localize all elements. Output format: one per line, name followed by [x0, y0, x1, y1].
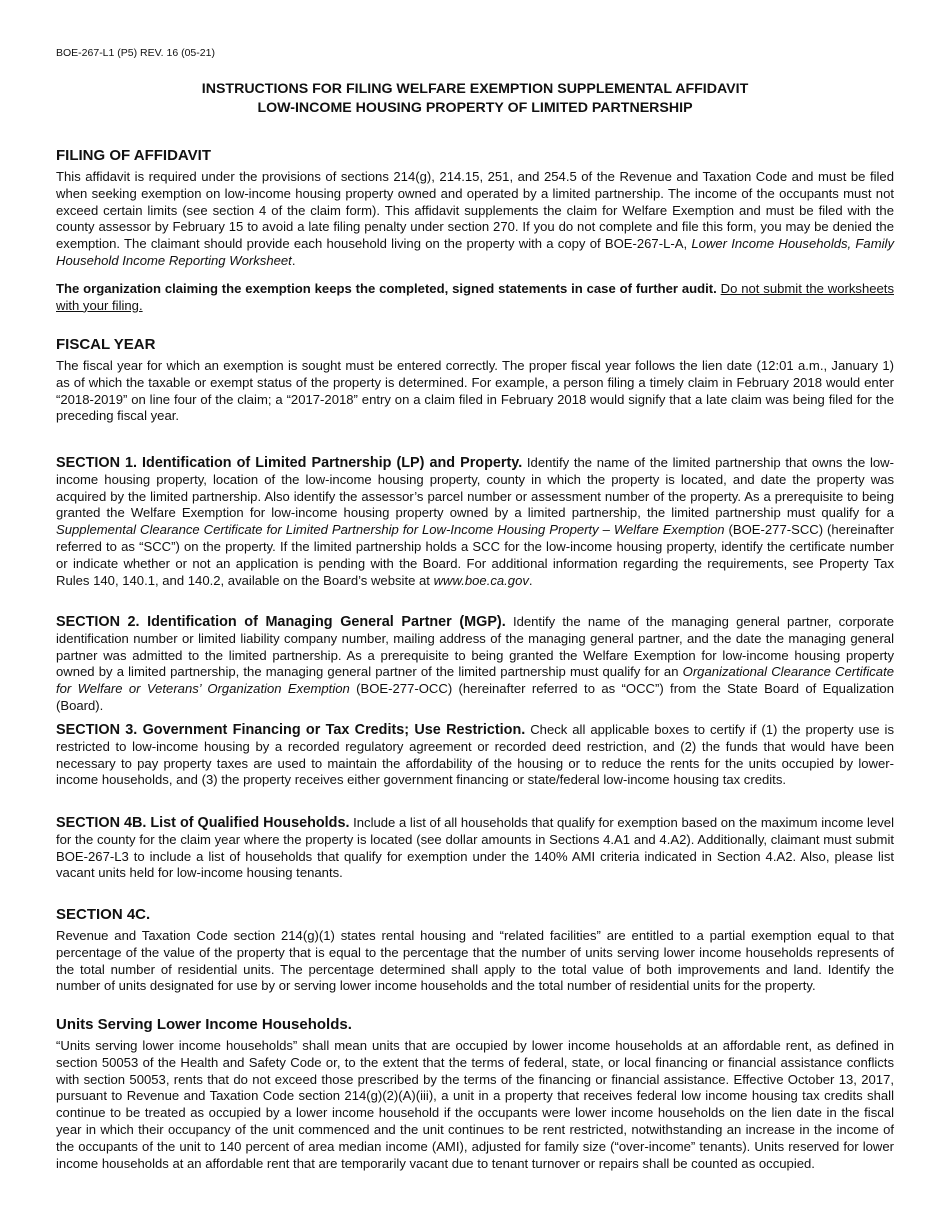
units-section — [56, 1016, 894, 1172]
title-line-2: LOW-INCOME HOUSING PROPERTY OF LIMITED PARTNERSHIP — [257, 100, 693, 116]
worksheet-title: Lower Income Households, Family Household Income Reporting Worksheet — [56, 236, 894, 268]
filing-period: . — [291, 252, 296, 268]
filing-paragraph — [56, 169, 894, 270]
audit-paragraph — [56, 281, 894, 315]
document-title — [56, 80, 894, 118]
section-2-text: Identify the name of the managing general partner, corporate identification number or limited liability company number, mailing address of the managing general partner, and the date the managing general partner was admitted to the limited partnership. As a prerequisite to being granted the Welfare Exemption for low-income housing property owned by a limited partnership, the managing general partner of the limited partnership must qualify for an — [56, 614, 894, 680]
filing-text: This affidavit is required under the provisions of sections 214(g), 214.15, 251, and 254.5 of the Revenue and Taxation Code and must be filed when seeking exemption on low-income housing property owned and operated by a limited partnership. The income of the occupants must not exceed certain limits (see section 4 of the claim form). This affidavit supplements the claim for Welfare Exemption and must be filed with the county assessor by February 15 to avoid a late filing penalty under section 270. If you do not complete and file this form, you may be denied the exemption. The claimant should provide each household living on the property with a copy of BOE-267-L-A, — [56, 169, 894, 252]
do-not-submit-note: Do not submit the worksheets with your filing. — [56, 280, 894, 313]
section-2-text-2: (BOE-277-OCC) (hereinafter referred to as “OCC”) from the State Board of Equalization (Board). — [56, 681, 894, 713]
section-4b-paragraph — [56, 815, 894, 882]
section-4c-heading: SECTION 4C. — [56, 906, 151, 923]
section-3-heading: SECTION 3. Government Financing or Tax Credits; Use Restriction. — [56, 722, 526, 738]
audit-statement: The organization claiming the exemption keeps the completed, signed statements in case of further audit. — [56, 280, 717, 296]
section-2-heading: SECTION 2. Identification of Managing General Partner (MGP). — [56, 614, 506, 630]
section-1-heading: SECTION 1. Identification of Limited Partnership (LP) and Property. — [56, 455, 523, 471]
section-4b-heading: SECTION 4B. List of Qualified Households. — [56, 815, 350, 831]
section-3-paragraph — [56, 722, 894, 789]
section-1-text: Identify the name of the limited partnership that owns the low-income housing property, location of the low-income housing property, county in which the property is located, and date the property was acquired by the limited partnership. Also identify the assessor’s parcel number or assessment number of the property. As a prerequisite to being granted the Welfare Exemption for low-income housing property owned by a limited partnership, the limited partnership must qualify for a — [56, 455, 894, 521]
section-2 — [56, 614, 894, 715]
title-line-1: INSTRUCTIONS FOR FILING WELFARE EXEMPTION SUPPLEMENTAL AFFIDAVIT — [201, 81, 749, 97]
section-1-period: . — [528, 572, 533, 588]
filing-heading: FILING OF AFFIDAVIT — [56, 147, 211, 164]
occ-title: Organizational Clearance Certificate for Welfare or Veterans’ Organization Exemption — [56, 664, 894, 697]
form-id: BOE-267-L1 (P5) REV. 16 (05-21) — [56, 47, 215, 59]
scc-title: Supplemental Clearance Certificate for Limited Partnership for Low-Income Housing Property – Welfare Exemption — [56, 522, 725, 538]
fiscal-year-text: The fiscal year for which an exemption is sought must be entered correctly. The proper fiscal year follows the lien date (12:01 a.m., January 1) as of which the taxable or exempt status of the property is determined. For example, a person filing a timely claim in February 2018 would enter “2018-2019” on line four of the claim; a “2017-2018” entry on a claim filed in February 2018 would signify that a late claim was being filed for the preceding fiscal year. — [56, 358, 894, 424]
fiscal-year-heading: FISCAL YEAR — [56, 336, 156, 353]
section-3-text: Check all applicable boxes to certify if (1) the property use is restricted to low-income housing by a recorded regulatory agreement or recorded deed restriction, and (2) the funds that would have been necessary to pay property taxes are used to maintain the affordability of the housing or to reduce the rents for the units occupied by lower-income households, and (3) the property receives either government financing or state/federal low-income housing tax credits. — [56, 722, 894, 788]
section-3 — [56, 722, 894, 789]
section-4b — [56, 815, 894, 882]
section-2-paragraph — [56, 614, 894, 715]
boe-website: www.boe.ca.gov — [433, 572, 529, 588]
section-4c — [56, 906, 894, 995]
section-4b-text: Include a list of all households that qualify for exemption based on the maximum income level for the county for the claim year where the property is located (see dollar amounts in Sections 4.A1 and 4.A2). Additionally, claimant must submit BOE-267-L3 to include a list of households that qualify for exemption under the 140% AMI criteria indicated in Section 4.A2. Also, please list vacant units held for low-income housing tenants. — [56, 815, 894, 881]
units-heading: Units Serving Lower Income Households. — [56, 1016, 352, 1033]
section-1-text-2: (BOE-277-SCC) (hereinafter referred to as “SCC”) on the property. If the limited partnership holds a SCC for the low-income housing property, identify the certificate number or indicate whether or not an application is pending with the Board. For additional information regarding the requirements, see Property Tax Rules 140, 140.1, and 140.2, available on the Board’s website at — [56, 522, 894, 588]
section-1-paragraph — [56, 455, 894, 589]
section-4c-text: Revenue and Taxation Code section 214(g)(1) states rental housing and “related facilities” are entitled to a partial exemption equal to that percentage of the value of the property that is equal to the percentage that the number of units serving lower income households represents of the total number of residential units. The percentage determined shall apply to the total value of both improvements and land. Identify the number of units designated for use by or serving lower income households and the total number of residential units for the property. — [56, 928, 894, 994]
units-text: “Units serving lower income households” shall mean units that are occupied by lower income households at an affordable rent, as defined in section 50053 of the Health and Safety Code or, to the extent that the terms of federal, state, or local financing or financial assistance conflicts with section 50053, rents that do not exceed those prescribed by the terms of the financing or financial assistance. Effective October 13, 2017, pursuant to Revenue and Taxation Code section 214(g)(2)(A)(iii), a unit in a property that receives federal low income housing tax credits shall continue to be treated as occupied by a lower income household if the occupants were lower income households on the lien date in the fiscal year in which their occupancy of the unit commenced and the unit continues to be rent restricted, notwithstanding an increase in the income of the occupants of the unit to 140 percent of area median income (AMI), adjusted for family size (“over-income” tenants). Units reserved for lower income households at an affordable rent that are temporarily vacant due to tenant turnover or repairs shall be counted as occupied. — [56, 1038, 894, 1171]
section-1 — [56, 455, 894, 589]
filing-section — [56, 147, 894, 314]
fiscal-year-section — [56, 336, 894, 425]
